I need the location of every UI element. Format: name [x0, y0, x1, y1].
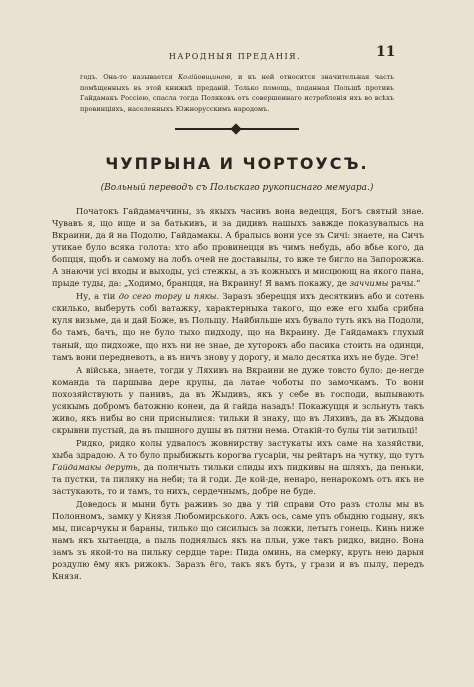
paragraph: [52, 364, 424, 436]
story-subtitle: (Вольный переводъ съ Польскаго рукописнаго мемуара.): [100, 183, 374, 193]
paragraph-text: Початокъ Гайдамаччины, зъ якыхъ часивъ вона ведецця, Богъ святый знае. Чувавъ я, що ище и за батькивъ, и за дидивъ нашыхъ завжде показувалысь на Вкраини, да й на Подолю, Гайдамакы. А бралысь вони усе зъ Сичі: знаете, на Сичъ утикае було всяка голота: хто або провинецця въ чимъ небудь, або вбье кого, да бопцця, щобъ и самому на лобъ очей не доставылы, то вже те бигло на Запорожжа. А знаючи усі входы и выходы, усі стежкы, а зъ кожныхъ и мисцюющ на якого пана, прыде туды, да: „Ходимо, бранцця, на Вкраину! Я вамъ покажу, де: [52, 206, 424, 289]
paragraph-text: рачы.“: [388, 278, 421, 289]
paragraph-italic: Гайдамакы деруть,: [52, 461, 141, 472]
paragraph-text: Доведось и мыни буть раживъ зо два у тій справи Ото разъ столы мы въ Полонномъ, замку у Князя Любомирського. Ажъ ось, саме упъ обыдню годыну, якъ мы, писарчукы и бараны, тилько що сисилысь за ложки, летыть гонець. Кинь ниже намъ якъ хытаецца, а пыль поднялысь якъ на пльи, уже такъ ридко, видно. Вона замъ зъ якой-то на пильку сердце таре: Пида оминь, на смерку, кругь нею дарыя роздулю ёму якъ рижокъ. Заразъ ёго, такъ якъ буть, у грази и въ пылу, передъ Князя.: [52, 499, 424, 582]
paragraph-text: А війська, знаете, тогди у Ляхивъ на Вкраини не дуже товсто було: де-негде команда та паршыва дере крупы, да латае чоботы по замочкамъ. То вони похозяйствують у панивъ, да въ Жыдивъ, якъ у себе въ господи, выпывають усякымь добромъ батожню конеи, да й гайда назадъ! Покажуцця и зсльнуть такъ живо, якъ нибы во сни приснылися: тильки й знаку, що въ Ляхивъ, да въ Жыдова скрывни пустый, да въ пышного душы въ пятни нема. Отакій-то булы тіи затильці!: [52, 364, 424, 435]
page-number: 11: [376, 44, 396, 60]
ornamental-divider: [175, 126, 299, 132]
story-body: [52, 205, 424, 582]
fragment-text-part-2: , и къ ней относится значительная часть помѣщенныхъ въ этой книжкѣ преданій. Только помощь, поданная Польшѣ противъ Гайдамакъ Россіею, спасла тогда Поляковъ отъ совершеннаго истребленія ихъ во всѣхъ провинціяхъ, населенныхъ Южнорусскимъ народомъ.: [80, 73, 394, 113]
paragraph-text: Заразъ зберецця ихъ десяткивъ або и сотень скилько, выберуть собі ватажку, характерныка такого, що еже его хыба срибна куля визьме, да и дай Боже, въ Польщу. Найбильше ихъ бувало туть якъ на Подоли, бо тамъ, бачъ, що не було тыхо пидходу, що на Вкраину. Де Гайдамакъ глухый таный, що пидхоже, що нхъ ни не знае, де хуторокъ або пасика стоить на одинци, тамъ вони передневоть, а въ ничъ знову у дорогу, и мало десятка ихъ не буде. Эге!: [52, 291, 425, 362]
paragraph-text: да полнчыть тильки слиды ихъ пидкивы на шляхъ, да пеньки, та пустки, та пиляку на неби; та й годи. Де кой-де, ненаро, ненарокомъ отъ якъ не застукають, то и тамъ, то нихъ, сердечнымъ, добре не буде.: [52, 461, 424, 497]
paragraph: [52, 437, 424, 497]
paragraph: [52, 205, 424, 289]
paragraph: [52, 498, 424, 582]
fragment-text-part-1: годъ. Она-то называется: [80, 73, 178, 81]
story-title: ЧУПРЫНА И ЧОРТОУСЪ.: [105, 154, 369, 173]
paragraph-text: Ридко, ридко колы удвалосъ жовнирству застукаты ихъ саме на хазяйстви, хыба здрадою. А то було прыбижыть корогва гусаріи, чы рейтаръ на чутку, що тутъ: [52, 437, 424, 460]
fragment-italic-term: Колійовщиною: [177, 73, 231, 81]
paragraph: [52, 290, 424, 362]
paragraph-italic: заччимы: [346, 278, 389, 289]
divider-diamond-icon: [230, 123, 241, 134]
preceding-text-fragment: [80, 72, 394, 114]
paragraph-text: Ну, а тіи: [76, 291, 116, 302]
paragraph-italic: до сего торгу и пякы.: [115, 291, 220, 302]
running-title: НАРОДНЫЯ ПРЕДАНІЯ.: [168, 52, 302, 61]
